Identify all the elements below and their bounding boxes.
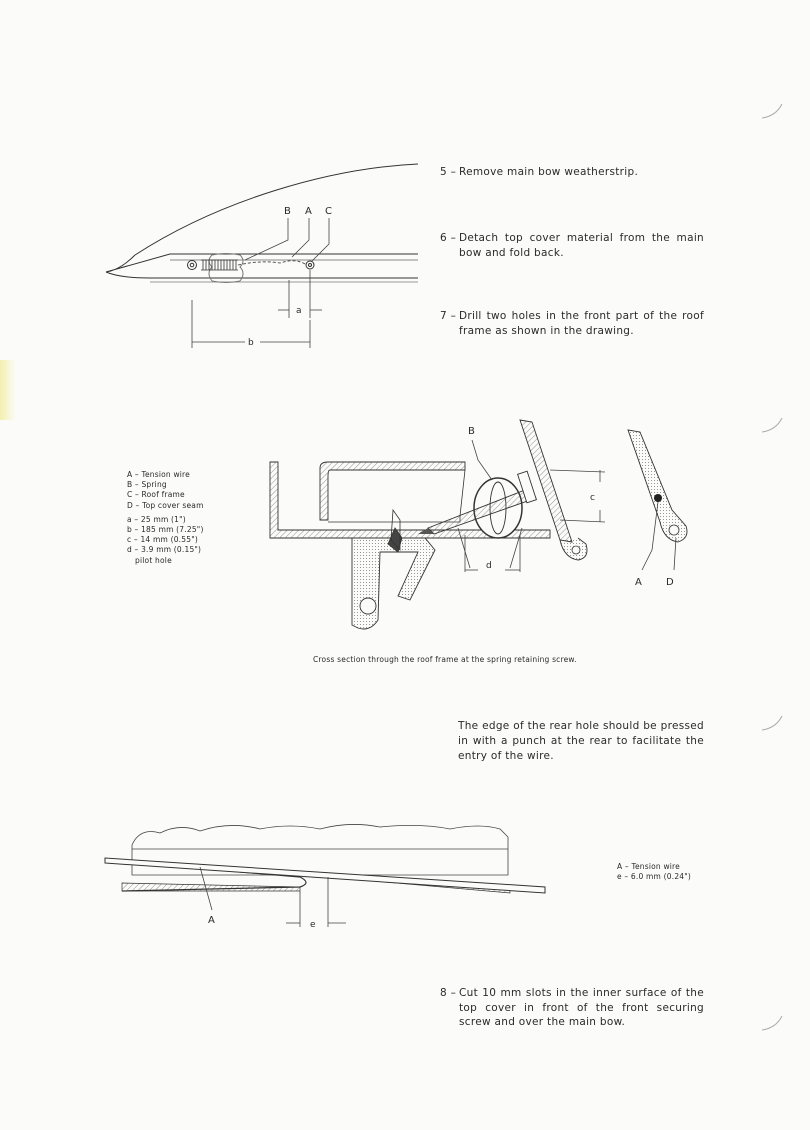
legend-cross-section <box>127 470 247 566</box>
step-text: Cut 10 mm slots in the inner surface of the top cover in front of the front securing screw and over the main bow. <box>459 987 704 1028</box>
dimension-b-label: b <box>248 338 254 348</box>
binder-mark <box>762 1016 782 1030</box>
legend-dimension: c – 14 mm (0.55") <box>127 535 198 545</box>
label-b: B <box>468 426 475 437</box>
legend-dimension-note: pilot hole <box>135 555 172 565</box>
legend-dimension: a – 25 mm (1") <box>127 514 186 524</box>
legend-tension-wire <box>617 862 717 882</box>
step-5 <box>440 165 705 180</box>
binder-mark <box>762 716 782 730</box>
legend-dimension: d – 3.9 mm (0.15") <box>127 545 202 555</box>
binder-marks <box>758 90 788 1050</box>
figure-roof-frame-spring <box>100 160 425 355</box>
dimension-a-label: a <box>296 306 302 316</box>
label-a: A <box>208 915 215 926</box>
dimension-e-label: e <box>310 920 316 930</box>
frame-bottom-edge <box>106 272 418 278</box>
step-text: Drill two holes in the front part of the roof frame as shown in the drawing. <box>459 310 704 337</box>
legend-item: C – Roof frame <box>127 490 185 500</box>
front-hole <box>188 261 197 270</box>
step-number: 6 – <box>440 232 457 244</box>
rear-hole <box>306 261 314 269</box>
legend-item: A – Tension wire <box>127 470 190 479</box>
note-rear-hole: The edge of the rear hole should be pressed in with a punch at the rear to facilitate the entry of the wire. <box>458 720 704 762</box>
tension-wire <box>238 261 305 265</box>
figure-cross-section <box>260 410 720 640</box>
binder-mark <box>762 418 782 432</box>
legend-item: B – Spring <box>127 480 167 490</box>
step-number: 8 – <box>440 987 457 999</box>
step-number: 5 – <box>440 166 457 178</box>
figure-tension-wire <box>100 815 560 935</box>
dimension-d-label: d <box>486 561 492 571</box>
legend-dimension: b – 185 mm (7.25") <box>127 525 204 535</box>
roof-frame-channel <box>320 462 465 520</box>
step-number: 7 – <box>440 310 457 322</box>
legend-item: e – 6.0 mm (0.24") <box>617 872 692 882</box>
weatherstrip-seal <box>352 538 435 629</box>
page-edge-discoloration <box>0 360 16 420</box>
step-text: Remove main bow weatherstrip. <box>459 166 639 178</box>
seam-detail <box>628 430 687 570</box>
leader-lines <box>245 218 329 261</box>
label-c: C <box>325 206 332 217</box>
roof-outline <box>135 164 418 255</box>
label-d: D <box>666 577 674 588</box>
frame-top-edge <box>106 254 418 272</box>
figure-caption: Cross section through the roof frame at the spring retaining screw. <box>313 655 577 664</box>
legend-item: A – Tension wire <box>617 862 680 871</box>
step-7 <box>440 309 704 338</box>
legend-item: D – Top cover seam <box>127 500 204 510</box>
step-8 <box>440 986 704 1030</box>
label-b: B <box>284 206 291 217</box>
step-6 <box>440 231 704 260</box>
dimension-c-label: c <box>590 493 595 503</box>
label-a: A <box>305 206 312 217</box>
label-a: A <box>635 577 642 588</box>
spring-coils <box>201 260 238 270</box>
dimension-e <box>286 877 346 927</box>
binder-mark <box>762 104 782 118</box>
step-text: Detach top cover material from the main bow and fold back. <box>459 232 704 259</box>
